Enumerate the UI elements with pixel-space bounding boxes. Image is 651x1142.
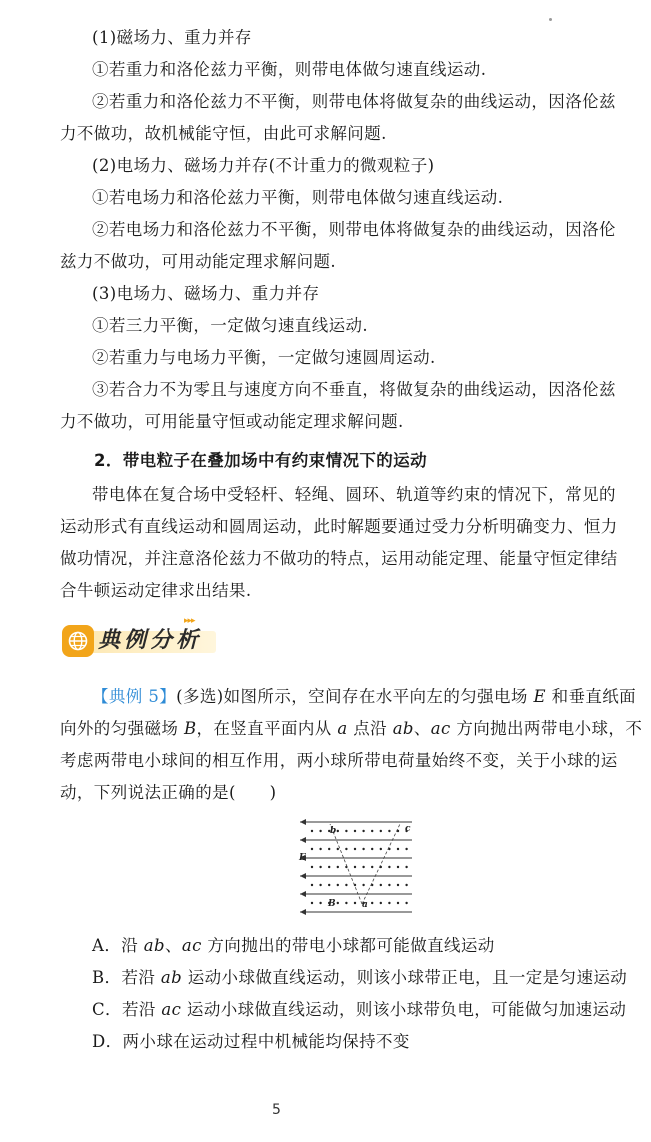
label-E: E	[299, 853, 306, 863]
field-arrowhead	[300, 837, 306, 843]
section-1-item-1: ①若重力和洛伦兹力平衡，则带电体做匀速直线运动.	[92, 60, 487, 79]
section-3-item-3: ③若合力不为零且与速度方向不垂直，将做复杂的曲线运动，因洛伦兹	[92, 380, 616, 399]
example-line-2: 向外的匀强磁场 B，在竖直平面内从 a 点沿 ab、ac 方向抛出两带电小球，不	[60, 719, 643, 738]
field-diagram	[292, 818, 418, 916]
option-c: C．若沿 ac 运动小球做直线运动，则该小球带负电，可能做匀加速运动	[92, 1000, 627, 1019]
section-1-item-2: ②若重力和洛伦兹力不平衡，则带电体将做复杂的曲线运动，因洛伦兹	[92, 92, 616, 111]
magnetic-dot	[380, 902, 382, 904]
para-2-line-4: 合牛顿运动定律求出结果.	[60, 581, 252, 600]
magnetic-dot	[388, 830, 390, 832]
magnetic-dot	[319, 830, 321, 832]
magnetic-dot	[345, 830, 347, 832]
magnetic-dot	[397, 902, 399, 904]
magnetic-dot	[354, 830, 356, 832]
option-b: B．若沿 ab 运动小球做直线运动，则该小球带正电，且一定是匀速运动	[92, 968, 628, 987]
magnetic-dot	[311, 830, 313, 832]
section-1-title: (1)磁场力、重力并存	[92, 28, 252, 47]
section-3-title: (3)电场力、磁场力、重力并存	[92, 284, 320, 303]
para-2-line-3: 做功情况，并注意洛伦兹力不做功的特点，运用动能定理、能量守恒定律结	[60, 549, 618, 568]
magnetic-dot	[362, 830, 364, 832]
magnetic-dot	[328, 884, 330, 886]
badge-arrows-icon: ▸▸▸	[184, 616, 195, 626]
heading-2: 2．带电粒子在叠加场中有约束情况下的运动	[94, 451, 427, 470]
section-3-item-1: ①若三力平衡，一定做匀速直线运动.	[92, 316, 369, 335]
magnetic-dot	[319, 884, 321, 886]
magnetic-dot	[319, 848, 321, 850]
section-3-item-2: ②若重力与电场力平衡，一定做匀速圆周运动.	[92, 348, 436, 367]
globe-icon	[62, 625, 94, 657]
section-3-item-3-cont: 力不做功，可用能量守恒或动能定理求解问题.	[60, 412, 404, 431]
magnetic-dot	[337, 848, 339, 850]
label-b: b	[330, 826, 337, 836]
label-a: a	[362, 900, 368, 910]
para-2-line-1: 带电体在复合场中受轻杆、轻绳、圆环、轨道等约束的情况下，常见的	[92, 485, 616, 504]
magnetic-dot	[405, 848, 407, 850]
example-tag: 【典例 5】	[92, 687, 177, 706]
section-2-item-2-cont: 兹力不做功，可用动能定理求解问题.	[60, 252, 337, 271]
magnetic-dot	[337, 830, 339, 832]
magnetic-dot	[319, 866, 321, 868]
magnetic-dot	[380, 848, 382, 850]
magnetic-dot	[380, 884, 382, 886]
magnetic-dot	[354, 848, 356, 850]
magnetic-dot	[371, 866, 373, 868]
magnetic-dot	[397, 848, 399, 850]
magnetic-dot	[388, 902, 390, 904]
magnetic-dot	[345, 884, 347, 886]
section-2-title: (2)电场力、磁场力并存(不计重力的微观粒子)	[92, 156, 435, 175]
magnetic-dot	[311, 848, 313, 850]
magnetic-dot	[311, 902, 313, 904]
magnetic-dot	[371, 902, 373, 904]
magnetic-dot	[362, 866, 364, 868]
field-arrowhead	[300, 909, 306, 915]
magnetic-dot	[362, 848, 364, 850]
section-2-item-2: ②若电场力和洛伦兹力不平衡，则带电体将做复杂的曲线运动，因洛伦	[92, 220, 616, 239]
example-line-1: 【典例 5】(多选)如图所示，空间存在水平向左的匀强电场 E 和垂直纸面	[92, 687, 637, 706]
para-2-line-2: 运动形式有直线运动和圆周运动，此时解题要通过受力分析明确变力、恒力	[60, 517, 618, 536]
magnetic-dot	[405, 884, 407, 886]
magnetic-dot	[354, 866, 356, 868]
magnetic-dot	[311, 866, 313, 868]
label-B: B	[328, 899, 336, 909]
magnetic-dot	[397, 884, 399, 886]
magnetic-dot	[345, 902, 347, 904]
option-d: D．两小球在运动过程中机械能均保持不变	[92, 1032, 410, 1051]
section-2-item-1: ①若电场力和洛伦兹力平衡，则带电体做匀速直线运动.	[92, 188, 504, 207]
magnetic-dot	[328, 866, 330, 868]
magnetic-dot	[371, 830, 373, 832]
magnetic-dot	[405, 902, 407, 904]
example-analysis-badge	[60, 616, 218, 658]
magnetic-dot	[354, 902, 356, 904]
field-arrowhead	[300, 819, 306, 825]
option-a: A．沿 ab、ac 方向抛出的带电小球都可能做直线运动	[92, 936, 495, 955]
magnetic-dot	[311, 884, 313, 886]
magnetic-dot	[388, 866, 390, 868]
magnetic-dot	[337, 866, 339, 868]
path-ac	[362, 824, 400, 904]
section-1-item-2-cont: 力不做功，故机械能守恒，由此可求解问题.	[60, 124, 387, 143]
badge-title: 典例分析	[98, 628, 203, 653]
field-arrowhead	[300, 873, 306, 879]
magnetic-dot	[371, 848, 373, 850]
magnetic-dot	[319, 902, 321, 904]
magnetic-dot	[405, 866, 407, 868]
path-ab	[330, 824, 362, 904]
magnetic-dot	[328, 848, 330, 850]
example-line-4: 动，下列说法正确的是( )	[60, 783, 277, 802]
label-c: c	[405, 824, 411, 834]
magnetic-dot	[345, 848, 347, 850]
magnetic-dot	[388, 884, 390, 886]
example-line-3: 考虑两带电小球间的相互作用，两小球所带电荷量始终不变，关于小球的运	[60, 751, 618, 770]
page-number: 5	[272, 1102, 281, 1118]
magnetic-dot	[397, 866, 399, 868]
field-arrowhead	[300, 891, 306, 897]
corner-mark	[549, 18, 552, 21]
magnetic-dot	[362, 884, 364, 886]
magnetic-dot	[337, 884, 339, 886]
magnetic-dot	[337, 902, 339, 904]
magnetic-dot	[380, 830, 382, 832]
